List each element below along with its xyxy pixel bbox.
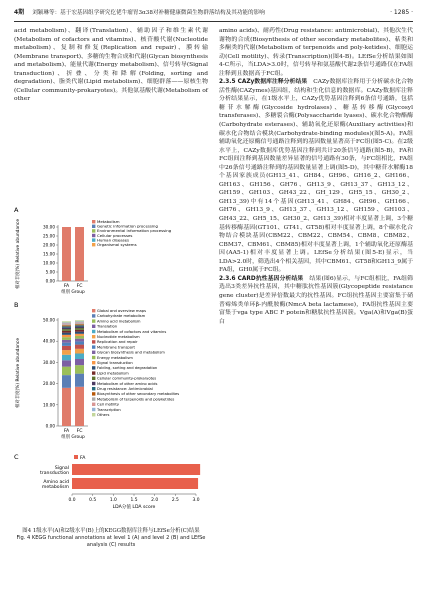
y-tick-label: 0.00 [45,423,55,429]
legend-swatch [92,319,95,322]
section-heading-cazy: 2.3.5 CAZy数据库注释分析结果 [219,79,308,86]
legend-label: Biosynthesis of other secondary metabolites [97,392,180,397]
panel-label: B [14,301,19,309]
figure-panel-a [14,205,208,298]
x-tick-label: FA [63,284,70,289]
running-header [14,6,265,20]
x-tick-label: 2.5 [171,498,179,503]
legend-label: Metabolism of terpenoids and polyketides [97,397,175,402]
running-title: 刘颖琳等：基于宏基因组学研究仡佬牛瘤胃3α38对补糖健康微菌生物群落结构及其功能的影响 [32,10,265,16]
legend-swatch [92,366,95,369]
stacked-bar-segment [75,341,84,344]
x-tick-label: 1.0 [109,498,117,503]
legend-label: Nucleotide metabolism [97,335,140,339]
panel-label: C [14,453,19,461]
legend-swatch [92,220,95,223]
x-axis-title: 组别 Group [61,290,85,295]
kegg-level2-chart [14,300,208,450]
x-tick-label: 2.0 [151,498,159,503]
legend-label: Metabolism [97,219,120,224]
stacked-bar-segment [62,323,71,324]
legend-swatch [92,345,95,348]
legend-swatch [92,325,95,328]
stacked-bar-segment [75,339,84,342]
kegg-level1-chart [14,205,208,298]
y-tick-label: 0.00 [45,278,55,284]
legend-swatch [92,234,95,237]
stacked-bar-segment [75,359,84,365]
stacked-bar-segment [62,325,71,326]
page-number: · 1285 · [390,9,413,16]
legend-label: Others [97,413,110,417]
legend-swatch [92,397,95,400]
legend-swatch [92,330,95,333]
stacked-bar-segment [75,345,84,349]
stacked-bar-segment [62,375,71,388]
legend-label: Human diseases [97,237,130,243]
legend-swatch [92,314,95,317]
stacked-bar-segment [75,330,84,332]
y-tick-label: 40.00 [43,338,55,344]
legend-label: Glycan biosynthesis and metabolism [97,350,165,355]
legend-swatch [92,238,95,241]
legend-label: Signal transduction [97,361,133,365]
legend-label: Membrane transport [97,345,135,350]
legend-label: Metabolism of other amino acids [97,381,158,386]
stacked-bar-segment [62,227,71,281]
lefse-chart [14,452,208,521]
stacked-bar-segment [75,328,84,330]
legend-label: FA [80,455,86,461]
stacked-bar-segment [62,343,71,346]
stacked-bar-segment [62,331,71,333]
legend-swatch [92,387,95,390]
x-axis-title: 组别 Group [61,435,85,440]
right-paragraph-2: CAZy数据库注释用于分析碳水化合物活性酶(CAZymes)基因组，结构和生化信息的数据库。CAZy数据库注释分析结果显示，在1级水平上，CAZy优势基因注释到6条信号通路，包括糖苷水解酶(Glycoside hydrolases)、糖基转移酶(Glycosyl transferases)、多糖裂合酶(Polysaccharide lyases)、碳水化合物酯酶(Carbohydrate esterases)、辅助氧化还原酶(Auxiliary activities)和碳水化合物结合模块(Carbohydrate-binding modules)(图5-A)。FA组辅助氧化还原酶信号通路注释到的基因数量显著高于FC组(图5-C)。在2级水平上，CAZy数据库优势基因注释到共计20条信号通路(图5-B)，FA和FC组间注释到基因数量差异显著的信号通路有30条，与FC组相比，FA组中26条信号通路注释到的基因数量显著上调(图5-D)，其中糖苷水解酶18个基因家族成员(GH13_41、GH84、GH96、GH16_2、GH166、GH163、GH156、GH76、GH13_9、GH13_37、GH13_12、GH159、GH103、GH43_22、GH_129、GH5_15、GH30_2、GH13_39)中有14个基因(GH13_41、GH84、GH96、GH166、GH76、GH13_9、GH13_37、GH13_12、GH159、GH103、GH43_22、GH5_15、GH30_2、GH13_39)相对丰度显著上调，3个糖基转移酶基因(GT101、GT41、GT58)相对丰度显著上调，8个碳水化合物结合模块基因(CBM22、CBM22、CBM54、CBM8、CBM82、CBM37、CBM61、CBM85)相对丰度显著上调，1个辅助氧化还原酶基因(AA5-1)相对丰度显著上调。LEfSe分析结果(图5-E)显示，当LDA>2.0时，筛选出4个相关基因，其中CBM61、GT58和GH13_9属于FA组，GH0属于FC组。 [219,79,413,274]
lda-bar [72,464,200,475]
legend-label: Global and overview maps [97,309,147,313]
legend-label: Folding, sorting and degradation [97,366,158,371]
stacked-bar-segment [62,388,71,426]
stacked-bar-segment [75,327,84,328]
x-tick-label: 3.0 [192,498,200,503]
legend-label: Organismal systems [97,242,137,247]
left-paragraph: acid metabolism)、翻译(Translation)、辅助因子和维生素代谢(Metabolism of cofactors and vitamins)、核苷酸代谢(Nucleotide metabolism)、复制和修复(Replication and repair)、膜转输(Membrane transport)、多糖的生物合成和代谢(Glycan biosynthesis and metabolism)、能量代谢(Energy metabolism)、信号转导(Signal transduction)、折叠、分类和降解(Folding, sorting and degradation)、脂类代谢(Lipid metabolism)、细胞群落——原核生物(Cellular community-prokaryotes)。其他氨基酸代谢(Metabolism of other [14,28,208,103]
legend-label: Lipid metabolism [97,371,129,376]
stacked-bar-segment [62,340,71,343]
legend-swatch [74,455,78,459]
y-tick-label: 10.00 [43,402,55,408]
y-tick-label: 20.00 [43,381,55,387]
stacked-bar-segment [75,334,84,336]
x-tick-label: FC [76,429,83,434]
stacked-bar-segment [62,350,71,355]
stacked-bar-segment [62,367,71,375]
panel-label: A [14,206,19,214]
stacked-bar-segment [75,227,84,281]
stacked-bar-segment [75,374,84,387]
x-tick-label: 1.5 [130,498,138,503]
legend-swatch [92,377,95,380]
y-tick-label: 5.00 [45,269,55,275]
stacked-bar-segment [62,323,71,324]
figure-caption [14,527,208,550]
stacked-bar-segment [62,335,71,337]
y-tick-label: 15.00 [43,251,55,257]
legend-swatch [92,335,95,338]
legend-label: Drug resistance: Antimicrobial [97,387,153,391]
legend-swatch [92,403,95,406]
legend-swatch [92,392,95,395]
category-label: transduction [40,471,69,476]
legend-label: Energy metabolism [97,355,133,360]
stacked-bar-segment [75,387,84,426]
category-label: metabolism [41,485,69,490]
legend-label: Metabolism of cofactors and vitamins [97,329,167,334]
category-label: Amino acid [43,479,69,485]
stacked-bar-segment [75,323,84,324]
legend-label: Replication and repair [97,340,138,345]
legend-label: Environmental information processing [97,228,172,234]
stacked-bar-segment [62,324,71,325]
right-paragraph-1: amino acids)、耐药性(Drug resistance: antimicrobial)、其他次生代谢物的合成(Biosynthesis of other secondary metabolites)、萜类和多酮类的代谢(Metabolism of terpenoids and poly-ketides)、细胞运动(Cell motility)、转录(Transcription)(图4-B)。LEfSe分析结果如图4-C所示，当LDA>3.0时，信号转导和氨基酸代谢2条信号通路仅在FA组注释到且数据高于FC组。 [219,28,413,77]
stacked-bar-segment [75,365,84,373]
y-tick-label: 10.00 [43,260,55,266]
stacked-bar-segment [75,321,84,322]
y-axis-title: 相对丰度(%) Relative abundance [16,218,21,290]
stacked-bar-segment [75,332,84,334]
stacked-bar-segment [62,321,71,322]
figure-panel-c [14,452,208,521]
stacked-bar-segment [75,324,84,325]
legend-swatch [92,413,95,416]
legend-swatch [92,340,95,343]
legend-swatch [92,356,95,359]
caption-english: Fig. 4 KEGG functional annotations at level 1 (A) and level 2 (B) and LEfSe analysis (C) results [16,535,206,549]
x-tick-label: 0.5 [89,498,97,503]
legend-swatch [92,309,95,312]
stacked-bar-segment [75,349,84,354]
legend-label: Translation [97,324,118,329]
legend-label: Cellular community-prokaryotes [97,376,157,381]
legend-swatch [92,229,95,232]
figure-panel-b [14,300,208,450]
category-label: Signal [54,465,69,471]
legend-swatch [92,382,95,385]
stacked-bar-segment [75,325,84,326]
stacked-bar-segment [62,326,71,327]
lda-bar [72,478,198,489]
stacked-bar-segment [75,353,84,359]
right-paragraph-3: 结果(图6)显示，与FC组相比，FA组筛选出3类差异抗性基因，其中糖肽抗性基因簇(Glycopeptide resistance gene cluster)是差异倍数最大的抗性基因。FC组抗性基因主要富集于硝普霉烯类单环β-内酰胺酶(NmcA beta lactamese)，FA组抗性基因主要富集于vga type ABC F potein和糖肽抗性基因簇。Vga(A)和Vga(B)蛋白 [219,275,413,325]
stacked-bar-segment [75,322,84,323]
y-tick-label: 50.00 [43,317,55,323]
section-heading-card: 2.3.6 CARD抗性基因分析结果 [219,275,304,282]
y-tick-label: 30.00 [43,224,55,230]
stacked-bar-segment [62,328,71,329]
legend-label: Carbohydrate metabolism [97,314,146,319]
legend-swatch [92,351,95,354]
stacked-bar-segment [75,320,84,321]
stacked-bar-segment [62,360,71,366]
left-column [14,27,208,104]
legend-swatch [92,225,95,228]
legend-label: Transcription [97,407,121,412]
x-tick-label: FC [76,284,83,289]
x-axis-title: LDA分值 LDA score [112,505,156,510]
stacked-bar-segment [62,329,71,331]
header-rule [14,21,413,22]
legend-label: Cellular processes [97,232,133,238]
legend-swatch [92,371,95,374]
legend-swatch [92,408,95,411]
y-axis-title: 相对丰度(%) Relative abundance [16,337,21,409]
y-tick-label: 20.00 [43,242,55,248]
issue-number: 4期 [14,9,25,16]
legend-label: Amino acid metabolism [97,319,141,324]
legend-label: Cell motility [97,402,120,407]
stacked-bar-segment [62,337,71,340]
stacked-bar-segment [62,355,71,361]
stacked-bar-segment [75,336,84,339]
legend-swatch [92,361,95,364]
legend-label: Genetic information processing [97,223,158,229]
stacked-bar-segment [62,333,71,335]
caption-chinese: 图4 1级水平(A)和2级水平(B)上的KEGG数据库注释与LEfSe分析(C)结果 [22,528,200,534]
x-tick-label: 0.0 [68,498,76,503]
y-tick-label: 25.00 [43,233,55,239]
stacked-bar-segment [62,346,71,350]
x-tick-label: FA [63,429,70,434]
right-column [219,27,413,326]
y-tick-label: 30.00 [43,359,55,365]
legend-swatch [92,243,95,246]
